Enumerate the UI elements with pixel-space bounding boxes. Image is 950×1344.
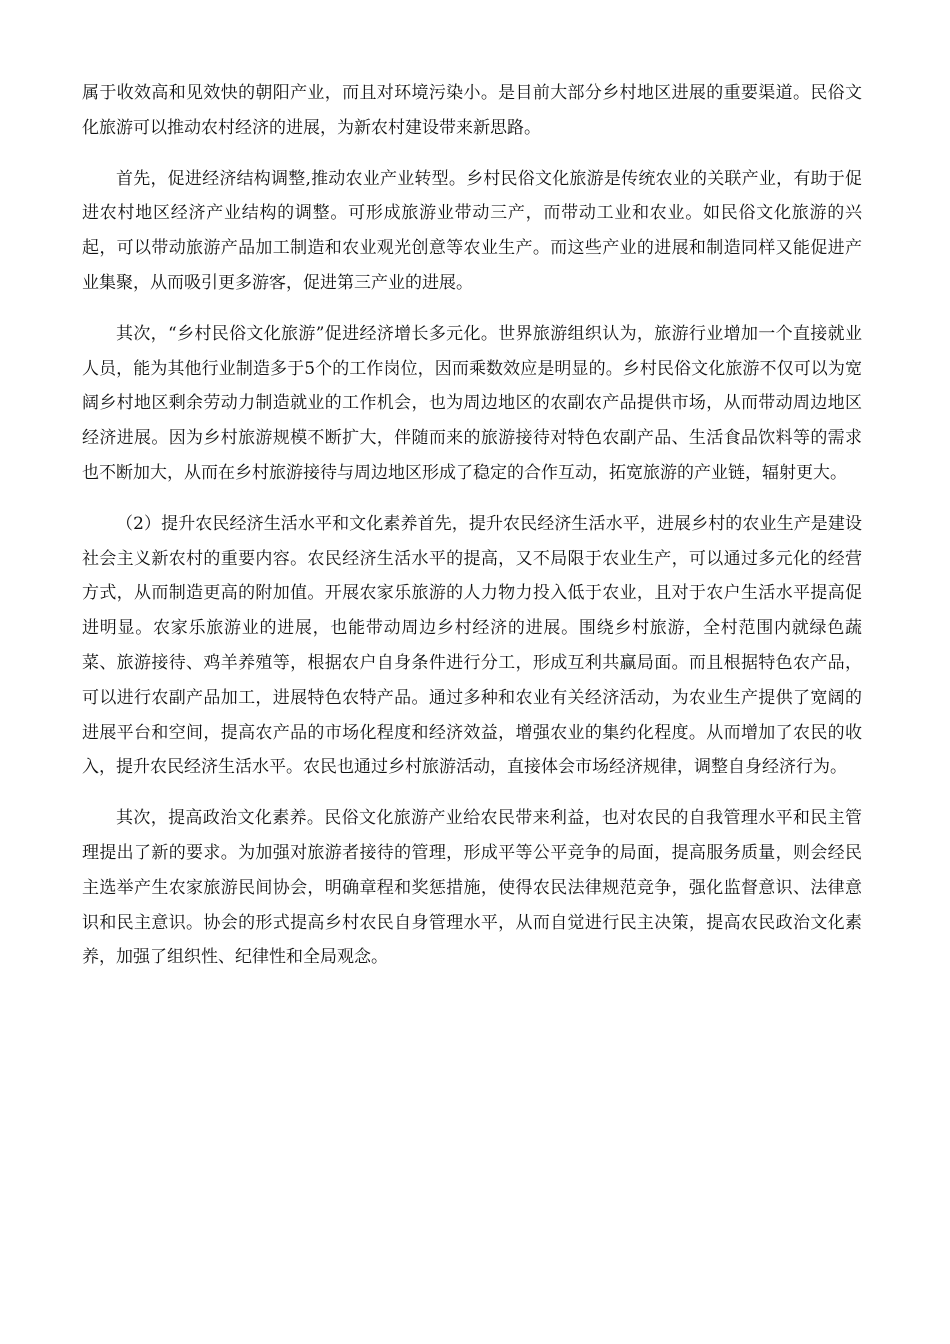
- paragraph-farmer-living-standard: （2）提升农民经济生活水平和文化素养首先，提升农民经济生活水平，进展乡村的农业生产是建设社会主义新农村的重要内容。农民经济生活水平的提高，又不局限于农业生产，可以通过多元化的经营方式，从而制造更高的附加值。开展农家乐旅游的人力物力投入低于农业，且对于农户生活水平提高促进明显。农家乐旅游业的进展，也能带动周边乡村经济的进展。围绕乡村旅游，全村范围内就绿色蔬菜、旅游接待、鸡羊养殖等，根据农户自身条件进行分工，形成互利共赢局面。而且根据特色农产品，可以进行农副产品加工，进展特色农特产品。通过多种和农业有关经济活动，为农业生产提供了宽阔的进展平台和空间，提高农产品的市场化程度和经济效益，增强农业的集约化程度。从而增加了农民的收入，提升农民经济生活水平。农民也通过乡村旅游活动，直接体会市场经济规律，调整自身经济行为。: [82, 513, 862, 778]
- paragraph-continuation: 属于收效高和见效快的朝阳产业，而且对环境污染小。是目前大部分乡村地区进展的重要渠道。民俗文化旅游可以推动农村经济的进展，为新农村建设带来新思路。: [82, 83, 862, 138]
- paragraph-economic-structure: 首先，促进经济结构调整,推动农业产业转型。乡村民俗文化旅游是传统农业的关联产业，有助于促进农村地区经济产业结构的调整。可形成旅游业带动三产，而带动工业和农业。如民俗文化旅游的兴起，可以带动旅游产品加工制造和农业观光创意等农业生产。而这些产业的进展和制造同样又能促进产业集聚，从而吸引更多游客，促进第三产业的进展。: [82, 168, 862, 293]
- paragraph-economic-diversification: 其次，“乡村民俗文化旅游”促进经济增长多元化。世界旅游组织认为，旅游行业增加一个直接就业人员，能为其他行业制造多于5个的工作岗位，因而乘数效应是明显的。乡村民俗文化旅游不仅可以为宽阔乡村地区剩余劳动力制造就业的工作机会，也为周边地区的农副农产品提供市场，从而带动周边地区经济进展。因为乡村旅游规模不断扩大，伴随而来的旅游接待对特色农副产品、生活食品饮料等的需求也不断加大，从而在乡村旅游接待与周边地区形成了稳定的合作互动，拓宽旅游的产业链，辐射更大。: [82, 323, 862, 483]
- document-body: [82, 76, 862, 991]
- paragraph-political-culture: 其次，提高政治文化素养。民俗文化旅游产业给农民带来利益，也对农民的自我管理水平和民主管理提出了新的要求。为加强对旅游者接待的管理，形成平等公平竞争的局面，提高服务质量，则会经民主选举产生农家旅游民间协会，明确章程和奖惩措施，使得农民法律规范竞争，强化监督意识、法律意识和民主意识。协会的形式提高乡村农民自身管理水平，从而自觉进行民主决策，提高农民政治文化素养，加强了组织性、纪律性和全局观念。: [82, 808, 862, 968]
